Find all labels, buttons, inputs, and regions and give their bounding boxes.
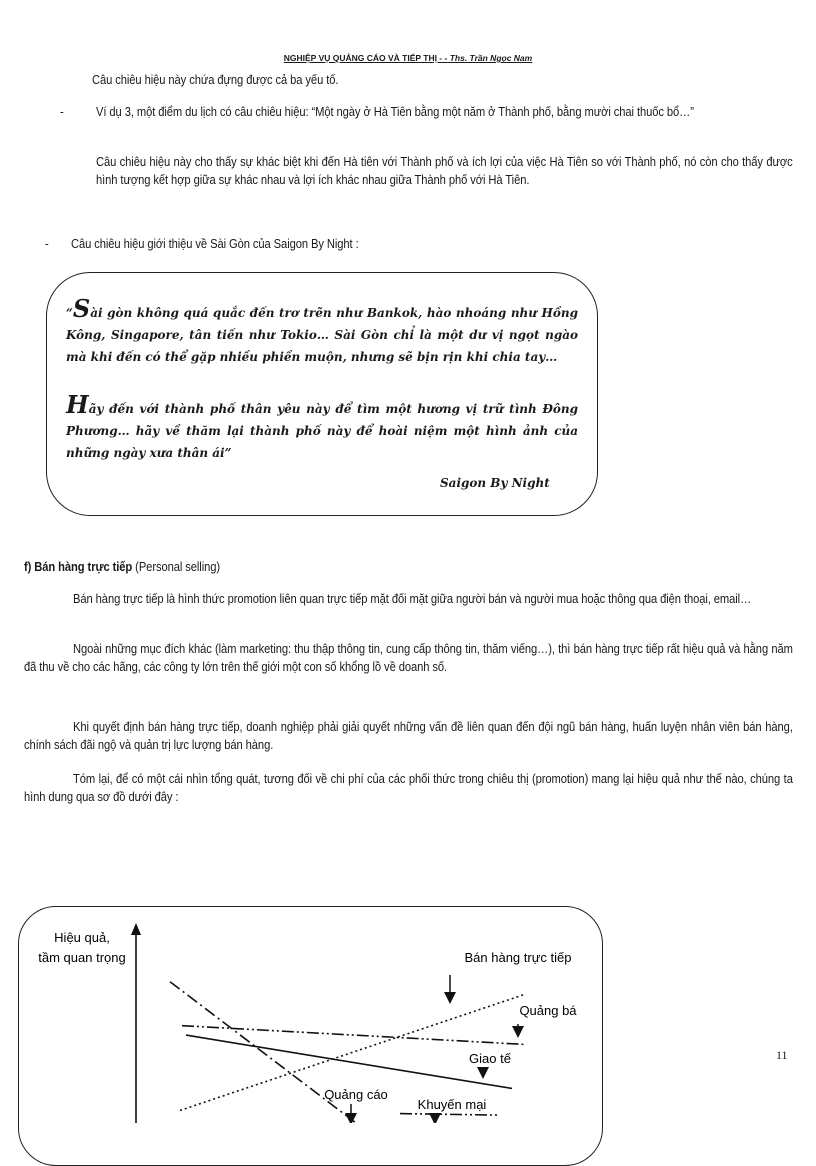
- quote-text: ãy đến với thành phố thân yêu này để tìm một hương vị trữ tình Đông Phương… hãy về thăm lại thành phố này để hoài niệm một hình ảnh của những ngày xưa thân ái”: [66, 402, 578, 460]
- y-axis-label: Hiệu quả,: [54, 930, 110, 945]
- series-label: Quảng bá: [519, 1003, 577, 1018]
- paragraph-explanation: Câu chiêu hiệu này cho thấy sự khác biệt khi đến Hà tiên với Thành phố và ích lợi của việc Hà Tiên so với Thành phố, nó còn cho thấy được hình tượng kết hợp giữa sự khác nhau và lợi ích khác nhau giữa Thành phố với Hà Tiên.: [96, 154, 793, 187]
- series-label: Khuyến mại: [417, 1097, 487, 1112]
- y-axis-label: tầm quan trọng: [38, 950, 126, 965]
- page-number: 11: [776, 1048, 788, 1062]
- quote-text: ài gòn không quá quắc đến trơ trẽn như Bankok, hào nhoáng như Hồng Kông, Singapore, tân tiến như Tokio… Sài Gòn chỉ là một dư vị ngọt ngào mà khi đến có thể gặp nhiều phiền muộn, nhưng sẽ bịn rịn khi chia tay…: [66, 306, 578, 364]
- bullet-example-3: Ví dụ 3, một điểm du lịch có câu chiêu hiệu: “Một ngày ở Hà Tiên bằng một năm ở Thành phố, bằng mười chai thuốc bổ…”: [96, 104, 694, 119]
- quote-open-mark: “: [66, 306, 73, 320]
- bullet-dash: -: [45, 236, 49, 251]
- series-line: [182, 1026, 526, 1045]
- quote-dropcap: H: [66, 390, 89, 419]
- bullet-saigon-slogan: Câu chiêu hiệu giới thiệu về Sài Gòn của Saigon By Night :: [71, 236, 359, 251]
- series-label: Quảng cáo: [324, 1087, 388, 1102]
- section-heading-subtitle: (Personal selling): [132, 559, 221, 574]
- quote-dropcap: S: [72, 294, 91, 323]
- paragraph-personal-selling-benefits: Ngoài những mục đích khác (làm marketing: thu thập thông tin, cung cấp thông tin, thăm viếng…), thì bán hàng trực tiếp rất hiệu quả và hằng năm đã thu về cho các hãng, các công ty lớn trên thế giới một con số khổng lồ về doanh số.: [24, 641, 793, 674]
- section-heading-bold: f) Bán hàng trực tiếp: [24, 559, 133, 574]
- header-title: NGHIỆP VỤ QUẢNG CÁO VÀ TIẾP THỊ - -: [283, 53, 448, 63]
- series-line: [400, 1114, 500, 1116]
- paragraph-intro: Câu chiêu hiệu này chứa đựng được cả ba yếu tố.: [92, 72, 339, 87]
- header-author: Ths. Trần Ngọc Nam: [449, 53, 533, 63]
- series-label: Bán hàng trực tiếp: [464, 950, 572, 965]
- paragraph-summary: Tóm lại, để có một cái nhìn tổng quát, tương đối về chi phí của các phối thức trong chiêu thị (promotion) mang lại hiệu quả như thế nào, chúng ta hình dung qua sơ đồ dưới đây :: [24, 771, 793, 804]
- y-axis-arrow: [131, 923, 141, 935]
- series-line: [186, 1035, 512, 1088]
- paragraph-personal-selling: Bán hàng trực tiếp là hình thức promotion liên quan trực tiếp mặt đối mặt giữa người bán và người mua hoặc thông qua điện thoại, email…: [73, 591, 752, 606]
- bullet-dash: -: [60, 104, 64, 119]
- paragraph-sales-decisions: Khi quyết định bán hàng trực tiếp, doanh nghiệp phải giải quyết những vấn đề liên quan đến đội ngũ bán hàng, huấn luyện nhân viên bán hàng, chính sách đãi ngộ và quản trị lực lượng bán hàng.: [24, 719, 793, 752]
- series-label: Giao tế: [469, 1051, 511, 1066]
- quote-signature: Saigon By Night: [440, 476, 550, 490]
